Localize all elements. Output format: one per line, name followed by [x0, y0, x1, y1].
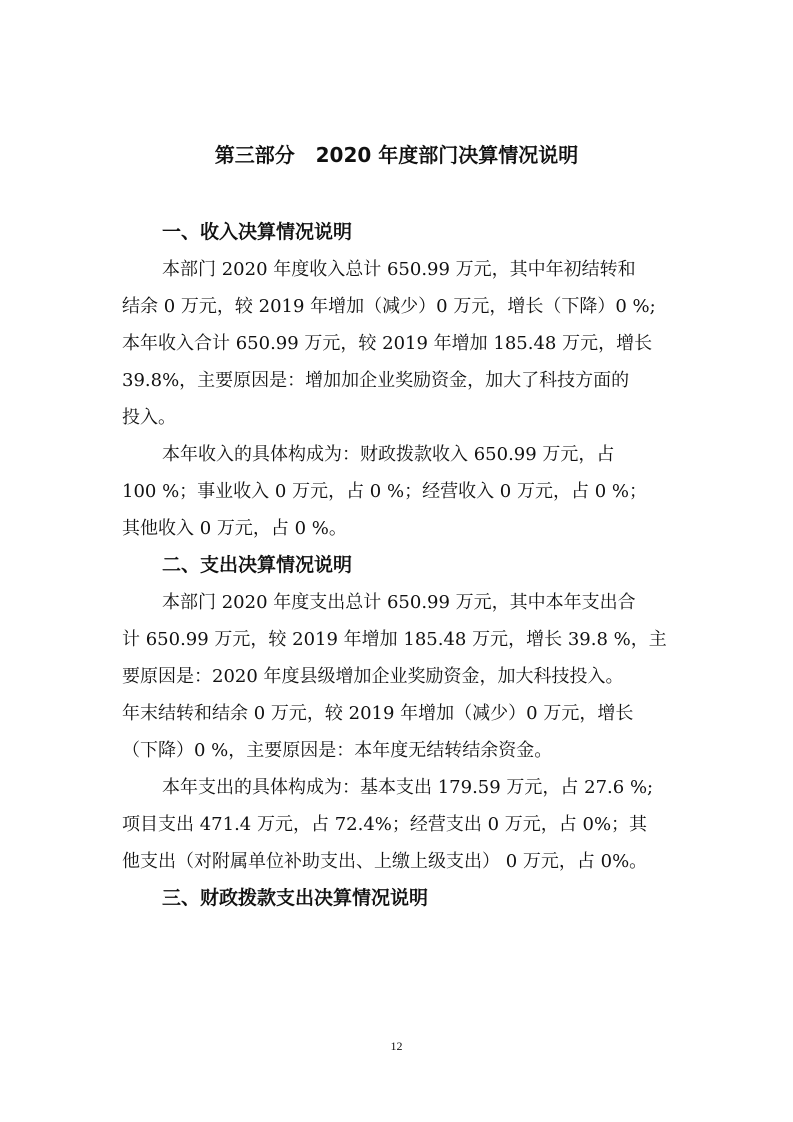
document-body: [122, 214, 670, 917]
paragraph-income-summary: [122, 251, 670, 436]
page-title: 第三部分 2020 年度部门决算情况说明: [214, 143, 579, 167]
paragraph-income-composition: [122, 436, 670, 547]
paragraph-line: 他支出（对附属单位补助支出、上缴上级支出） 0 万元，占 0%。: [122, 851, 648, 872]
paragraph-line: 年末结转和结余 0 万元，较 2019 年增加（减少）0 万元，增长: [122, 703, 634, 724]
paragraph-line: 39.8%，主要原因是：增加加企业奖励资金，加大了科技方面的: [122, 370, 630, 391]
section-heading-expenditure: 二、支出决算情况说明: [162, 554, 353, 576]
paragraph-line: 要原因是：2020 年度县级增加企业奖励资金，加大科技投入。: [122, 666, 624, 687]
paragraph-line: 本年收入的具体构成为：财政拨款收入 650.99 万元，占: [162, 444, 615, 465]
paragraph-line: 项目支出 471.4 万元，占 72.4%；经营支出 0 万元，占 0%；其: [122, 814, 648, 835]
paragraph-expenditure-composition: [122, 769, 670, 880]
paragraph-line: 本部门 2020 年度支出总计 650.99 万元，其中本年支出合: [162, 592, 636, 613]
section-heading-income: 一、收入决算情况说明: [162, 221, 353, 243]
paragraph-line: 投入。: [122, 407, 176, 428]
paragraph-line: 本年收入合计 650.99 万元，较 2019 年增加 185.48 万元，增长: [122, 333, 653, 354]
paragraph-expenditure-summary: [122, 584, 670, 769]
paragraph-line: （下降）0 %，主要原因是：本年度无结转结余资金。: [122, 740, 553, 761]
section-heading-fiscal-appropriation: 三、财政拨款支出决算情况说明: [162, 887, 429, 909]
page-number: 12: [390, 1039, 403, 1053]
paragraph-line: 100 %；事业收入 0 万元，占 0 %；经营收入 0 万元，占 0 %；: [122, 481, 647, 502]
paragraph-line: 其他收入 0 万元，占 0 %。: [122, 518, 347, 539]
paragraph-line: 计 650.99 万元，较 2019 年增加 185.48 万元，增长 39.8 %，主: [122, 629, 667, 650]
paragraph-line: 本年支出的具体构成为：基本支出 179.59 万元，占 27.6 %;: [162, 777, 654, 798]
paragraph-line: 本部门 2020 年度收入总计 650.99 万元，其中年初结转和: [162, 259, 636, 280]
paragraph-line: 结余 0 万元，较 2019 年增加（减少）0 万元，增长（下降）0 %;: [122, 296, 656, 317]
